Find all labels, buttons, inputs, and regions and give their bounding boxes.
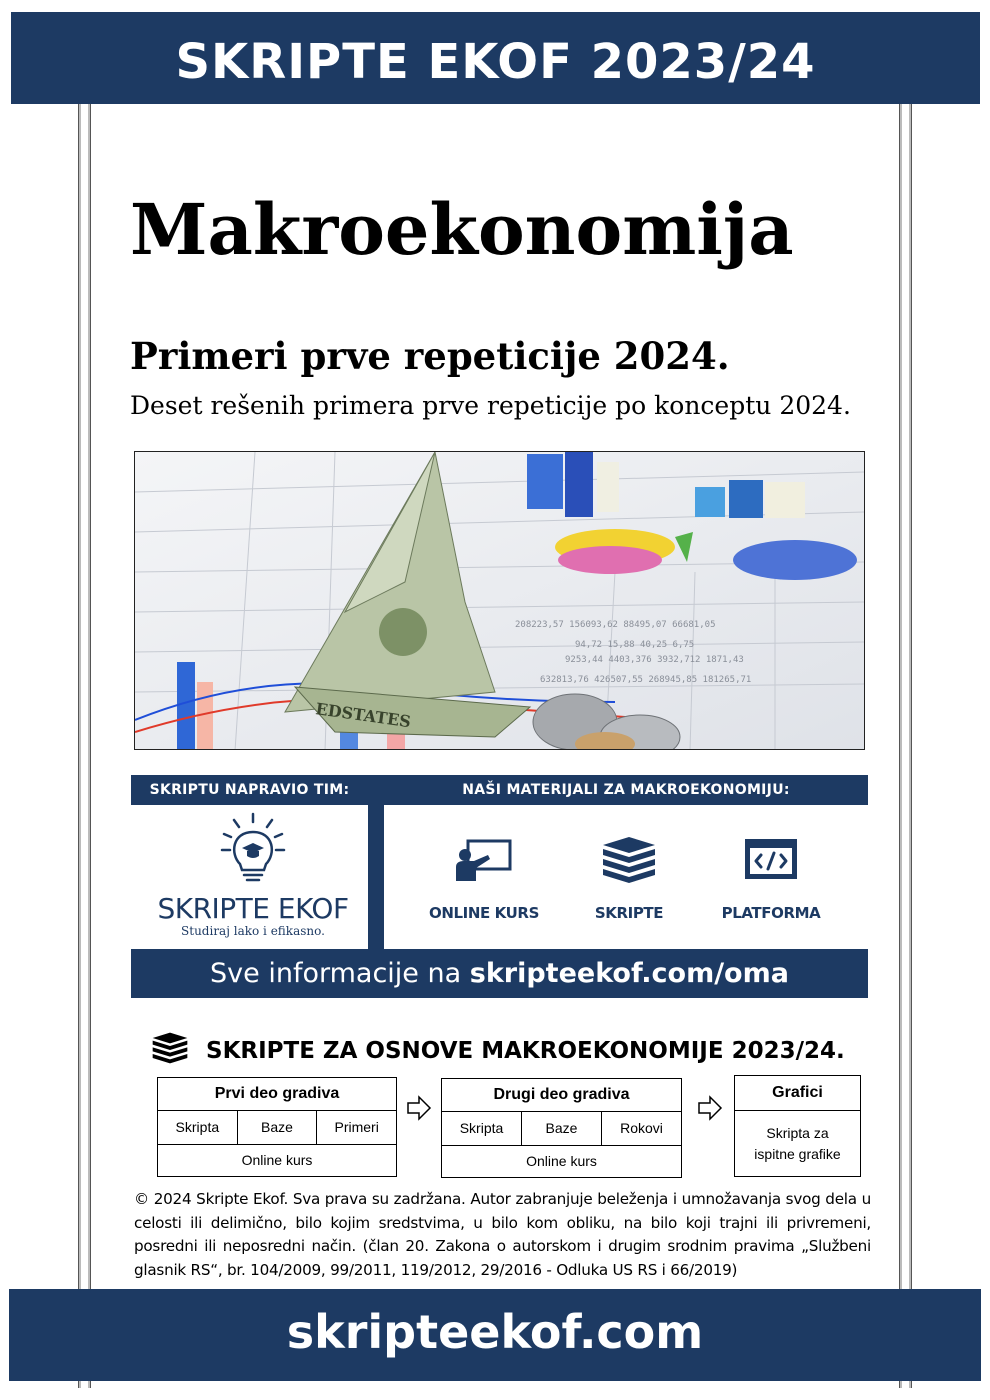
material-label: ONLINE KURS [429, 904, 539, 922]
cover-photo [134, 451, 865, 750]
document-title: Makroekonomija [130, 188, 794, 271]
arrow-right-icon [697, 1095, 723, 1121]
books-stack-icon [599, 835, 659, 885]
part-online-kurs[interactable]: Online kurs [158, 1144, 396, 1177]
svg-text:94,72 15,88 40,25 6,75: 94,72 15,88 40,25 6,75 [575, 640, 695, 650]
books-stack-icon [150, 1030, 190, 1066]
code-window-icon [741, 835, 801, 885]
part-cell-skripta[interactable]: Skripta [442, 1111, 522, 1145]
skripte-ekof-logo [140, 812, 366, 944]
part-title: Grafici [772, 1084, 823, 1101]
arrow-right-icon [406, 1095, 432, 1121]
material-label: SKRIPTE [594, 904, 664, 922]
part-cell-primeri[interactable]: Primeri [317, 1110, 396, 1144]
series-title: SKRIPTE ZA OSNOVE MAKROEKONOMIJE 2023/24. [206, 1038, 845, 1064]
logo-tagline: Studiraj lako i efikasno. [181, 924, 325, 938]
vertical-divider [368, 775, 384, 949]
material-label: PLATFORMA [721, 904, 821, 922]
svg-text:9253,44 4403,376 3932,712 1871: 9253,44 4403,376 3932,712 1871,43 [565, 655, 744, 665]
document-description: Deset rešenih primera prve repeticije po konceptu 2024. [130, 391, 851, 420]
header-title: SKRIPTE EKOF 2023/24 [175, 34, 816, 90]
svg-text:EDSTATES: EDSTATES [314, 699, 413, 732]
part-online-kurs[interactable]: Online kurs [442, 1145, 681, 1178]
footer-band [9, 1289, 981, 1381]
part-cell-baze[interactable]: Baze [238, 1110, 318, 1144]
info-prefix: Sve informacije na [210, 958, 470, 989]
right-frame-rail [899, 14, 912, 1388]
part-cell-baze[interactable]: Baze [522, 1111, 602, 1145]
part-box-drugi-deo [441, 1078, 682, 1178]
part-title: Prvi deo gradiva [214, 1085, 340, 1102]
info-link[interactable]: skripteekof.com/oma [469, 958, 789, 989]
part-box-grafici [734, 1075, 861, 1177]
part-grafici-body[interactable]: Skripta za ispitne grafike [735, 1110, 860, 1177]
part-cell-rokovi[interactable]: Rokovi [602, 1111, 681, 1145]
footer-site[interactable]: skripteekof.com [286, 1305, 704, 1359]
materials-bar: NAŠI MATERIJALI ZA MAKROEKONOMIJU: [384, 775, 868, 805]
team-bar: SKRIPTU NAPRAVIO TIM: [131, 775, 368, 805]
copyright-notice: © 2024 Skripte Ekof. Sva prava su zadržana. Autor zabranjuje beleženja i umnožavanja svog dela u celosti ili delimično, bilo kojim sredstvima, u bilo kom obliku, na bilo koji trajni ili privremeni, posredni ili neposredni način. (član 20. Zakona o autorskom i drugim srodnim pravima „Službeni glasnik RS“, br. 104/2009, 99/2011, 119/2012, 29/2016 - Odluka US RS i 66/2019) [134, 1190, 871, 1279]
lightbulb-graduate-icon [218, 812, 288, 884]
logo-name: SKRIPTE EKOF [157, 892, 349, 925]
document-subtitle: Primeri prve repeticije 2024. [130, 334, 730, 378]
svg-text:632813,76 426507,55 268945,85: 632813,76 426507,55 268945,85 181265,71 [540, 675, 752, 685]
header-band [11, 12, 980, 104]
teacher-board-icon [454, 835, 514, 885]
material-online-kurs[interactable] [419, 835, 549, 922]
part-title: Drugi deo gradiva [493, 1086, 630, 1103]
left-frame-rail [78, 14, 91, 1388]
svg-text:208223,57 156093,62 88495,07 6: 208223,57 156093,62 88495,07 66681,05 [515, 620, 716, 630]
part-cell-skripta[interactable]: Skripta [158, 1110, 238, 1144]
info-bar[interactable] [131, 949, 868, 998]
material-platforma[interactable] [706, 835, 836, 922]
material-skripte[interactable] [564, 835, 694, 922]
part-box-prvi-deo [157, 1077, 397, 1177]
